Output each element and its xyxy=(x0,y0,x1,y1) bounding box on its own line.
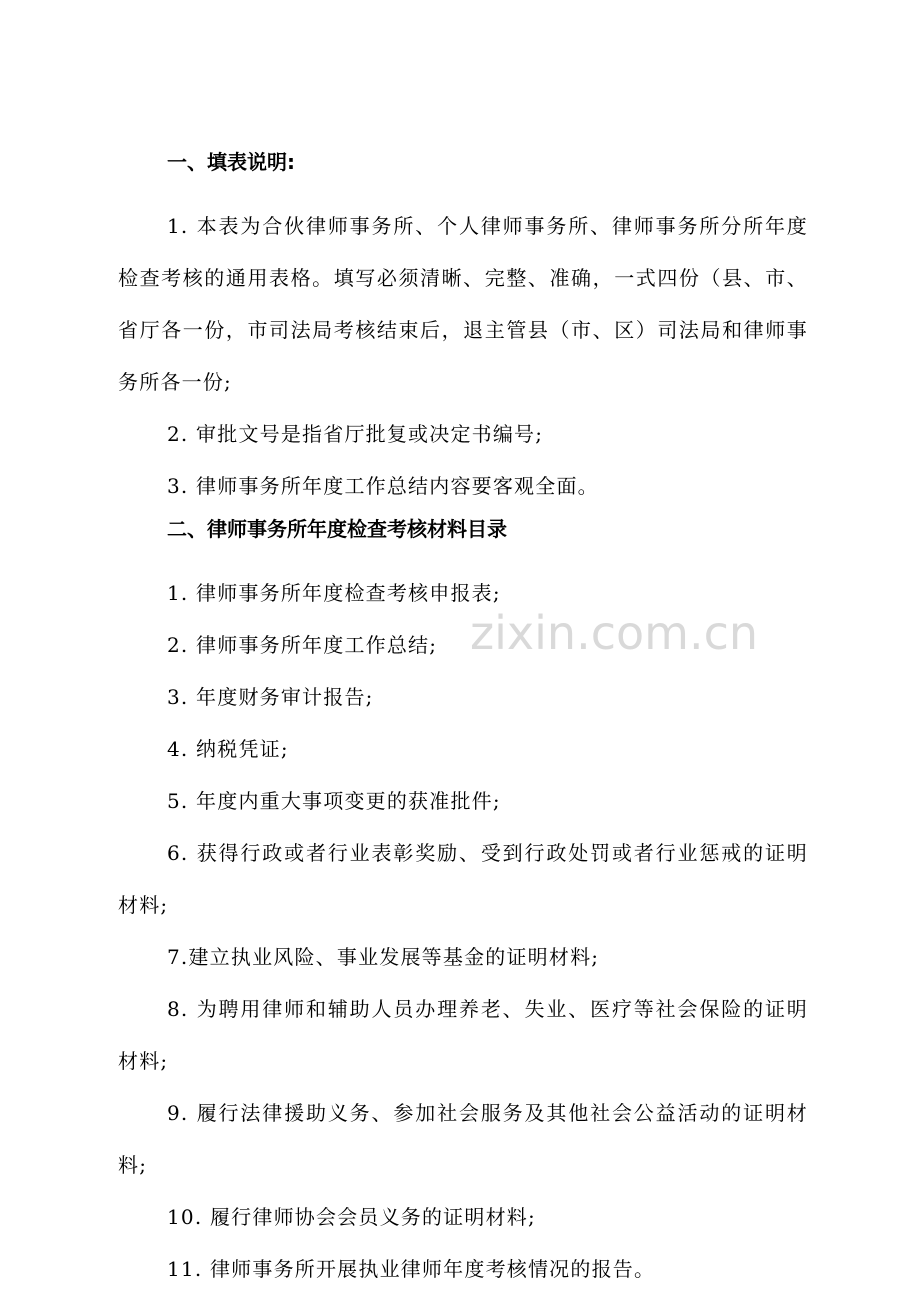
material-item-7: 7.建立执业风险、事业发展等基金的证明材料; xyxy=(167,945,600,969)
section-heading-instructions: 一、填表说明: xyxy=(167,150,295,174)
material-item-3: 3. 年度财务审计报告; xyxy=(167,685,374,709)
material-item-5: 5. 年度内重大事项变更的获准批件; xyxy=(167,789,501,813)
material-item-11: 11. 律师事务所开展执业律师年度考核情况的报告。 xyxy=(167,1257,656,1281)
material-item-1: 1. 律师事务所年度检查考核申报表; xyxy=(167,581,501,605)
section-heading-materials: 二、律师事务所年度检查考核材料目录 xyxy=(167,517,507,541)
material-item-9: 9. 履行法律援助义务、参加社会服务及其他社会公益活动的证明材料; xyxy=(118,1101,808,1177)
material-item-8: 8. 为聘用律师和辅助人员办理养老、失业、医疗等社会保险的证明材料; xyxy=(118,997,808,1073)
material-item-10: 10. 履行律师协会会员义务的证明材料; xyxy=(167,1205,536,1229)
instruction-item-2: 2. 审批文号是指省厅批复或决定书编号; xyxy=(167,422,544,446)
instruction-item-3: 3. 律师事务所年度工作总结内容要客观全面。 xyxy=(167,474,599,498)
material-item-2: 2. 律师事务所年度工作总结; xyxy=(167,633,438,657)
material-item-4: 4. 纳税凭证; xyxy=(167,737,289,761)
document-page xyxy=(118,150,808,1295)
watermark: zixin.com.cn xyxy=(470,606,759,660)
instruction-item-1: 1. 本表为合伙律师事务所、个人律师事务所、律师事务所分所年度检查考核的通用表格。填写必须清晰、完整、准确，一式四份（县、市、省厅各一份，市司法局考核结束后，退主管县（市、区）司法局和律师事务所各一份; xyxy=(118,214,808,394)
material-item-6: 6. 获得行政或者行业表彰奖励、受到行政处罚或者行业惩戒的证明材料; xyxy=(118,841,808,917)
